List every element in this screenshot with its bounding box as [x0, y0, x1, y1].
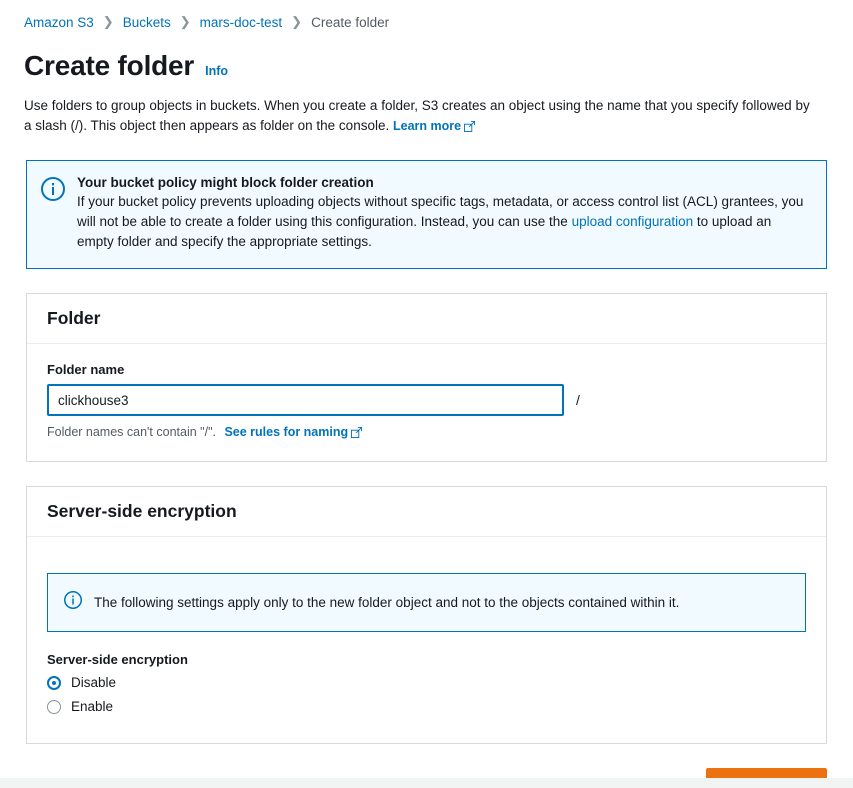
page-title-row: [0, 34, 853, 82]
breadcrumb-item-current: Create folder: [311, 14, 390, 30]
folder-panel-header: [27, 294, 826, 344]
bucket-policy-alert: [26, 160, 827, 269]
encryption-panel-header: [27, 487, 826, 537]
encryption-note-text: The following settings apply only to the new folder object and not to the objects contained within it.: [94, 594, 680, 610]
alert-title: Your bucket policy might block folder creation: [77, 175, 374, 190]
info-circle-icon: [64, 591, 82, 614]
naming-rules-link[interactable]: See rules for naming: [224, 425, 362, 439]
alert-body: [77, 175, 810, 252]
encryption-panel: [26, 486, 827, 744]
encryption-option-enable[interactable]: [47, 699, 806, 714]
breadcrumb: [0, 0, 853, 34]
radio-enable-icon[interactable]: [47, 700, 61, 714]
upload-configuration-link[interactable]: upload configuration: [571, 214, 694, 229]
folder-panel-heading: Folder: [47, 308, 101, 328]
encryption-note-alert: [47, 573, 806, 632]
radio-disable-icon[interactable]: [47, 676, 61, 690]
encryption-panel-body: [27, 537, 826, 743]
folder-panel: [26, 293, 827, 462]
breadcrumb-item-amazon-s3[interactable]: Amazon S3: [24, 14, 94, 30]
folder-panel-body: [27, 344, 826, 461]
bottom-strip: [0, 778, 853, 788]
folder-name-input[interactable]: [47, 384, 564, 416]
breadcrumb-item-bucket[interactable]: mars-doc-test: [199, 14, 283, 30]
encryption-option-disable[interactable]: [47, 675, 806, 690]
breadcrumb-separator-icon: ❯: [291, 13, 303, 29]
alert-text-before: If your bucket policy prevents uploading objects without specific tags, metadata, or access control list (ACL) grantees, you will not be able to create a folder using this configuration. Instead, you can use the: [77, 194, 804, 229]
encryption-group-label: Server-side encryption: [47, 652, 188, 667]
breadcrumb-item-buckets[interactable]: Buckets: [122, 14, 171, 30]
external-link-icon: [351, 427, 362, 441]
info-link[interactable]: Info: [205, 64, 229, 78]
page-description: [24, 96, 814, 138]
info-circle-icon: [41, 177, 65, 252]
folder-name-hint: [47, 425, 806, 441]
encryption-panel-heading: Server-side encryption: [47, 501, 237, 521]
learn-more-link[interactable]: Learn more: [393, 119, 475, 133]
folder-name-label: Folder name: [47, 362, 125, 377]
folder-name-row: [47, 384, 806, 416]
breadcrumb-separator-icon: ❯: [179, 13, 191, 29]
page-title: Create folder: [24, 50, 195, 81]
encryption-option-enable-label: Enable: [71, 699, 114, 714]
folder-name-hint-text: Folder names can't contain "/".: [47, 425, 216, 439]
breadcrumb-separator-icon: ❯: [102, 13, 114, 29]
alert-text-after: to upload an empty folder and specify the appropriate settings.: [77, 214, 772, 249]
page-description-text: Use folders to group objects in buckets. When you create a folder, S3 creates an object using the name that you specify followed by a slash (/). This object then appears as folder on the console.: [24, 98, 810, 133]
alert-text: [77, 192, 810, 252]
external-link-icon: [464, 118, 475, 138]
folder-name-suffix: /: [576, 392, 580, 408]
encryption-option-disable-label: Disable: [71, 675, 117, 690]
